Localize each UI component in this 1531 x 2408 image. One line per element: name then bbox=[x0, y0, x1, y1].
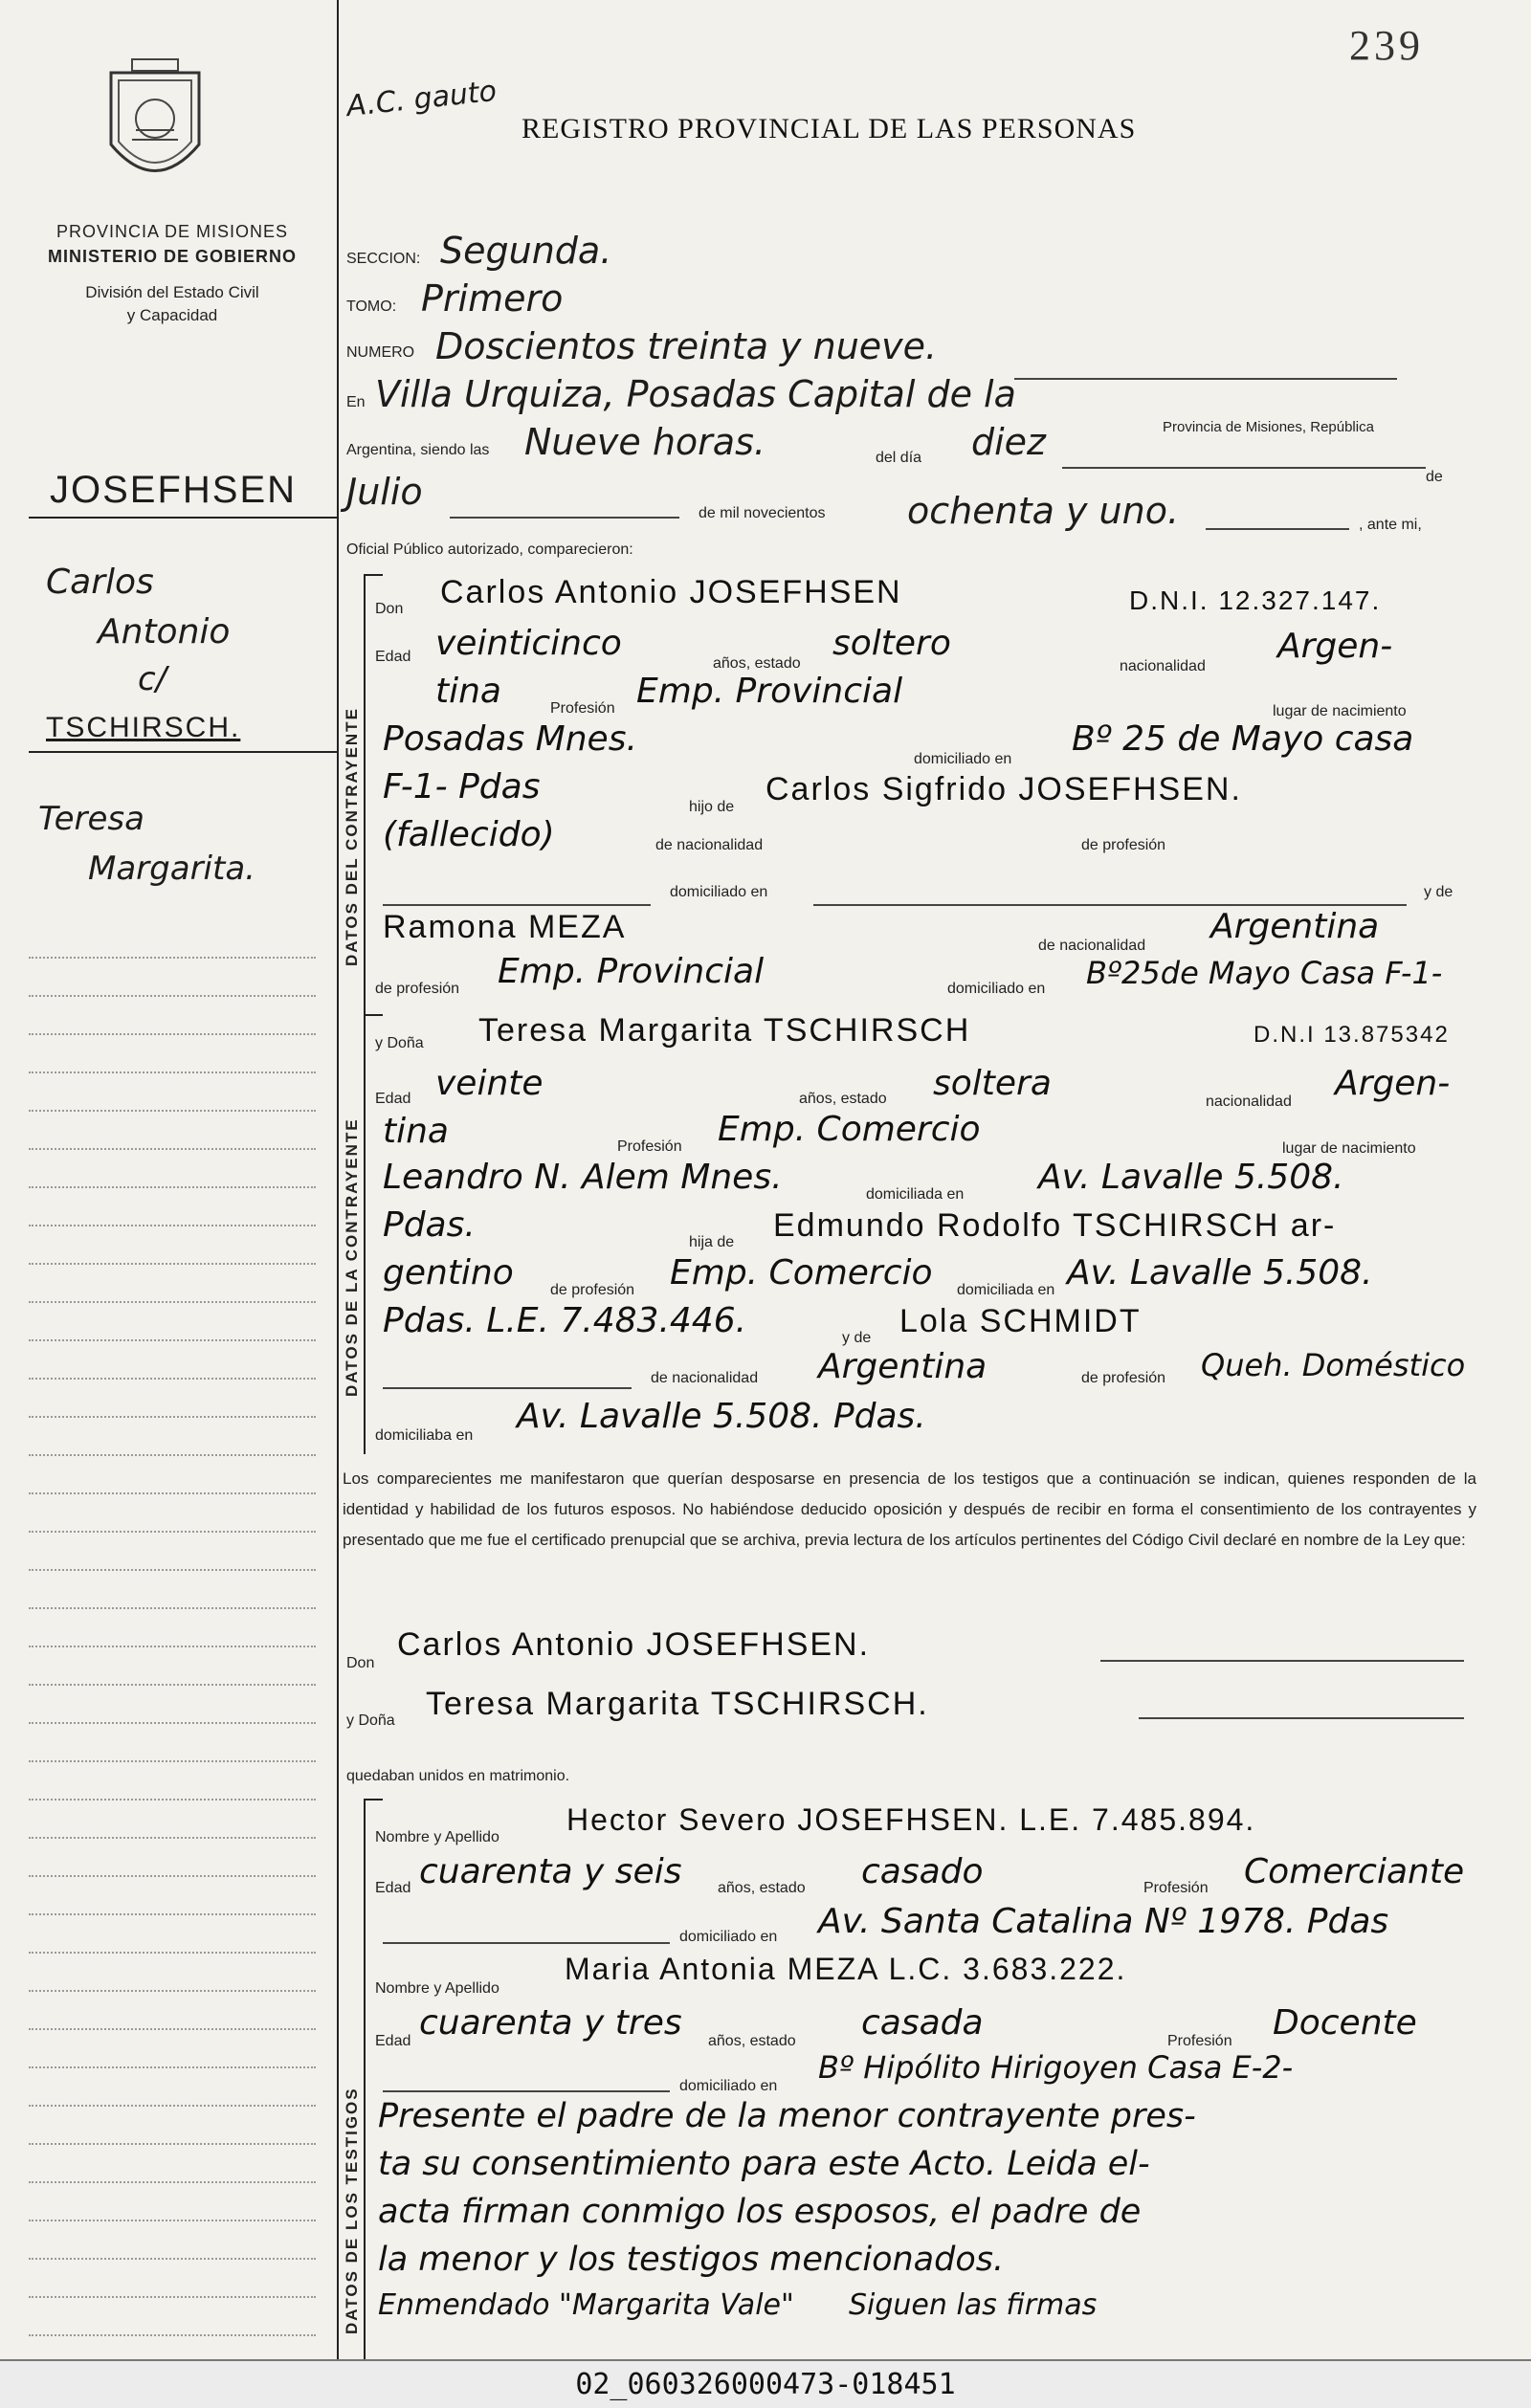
label-madre-prof: de profesión bbox=[375, 981, 460, 997]
label-oficial: Oficial Público autorizado, comparecieron: bbox=[346, 541, 633, 558]
ruled-line bbox=[29, 1837, 316, 1839]
label-nombre-w2: Nombre y Apellido bbox=[375, 1980, 499, 1997]
label-datos-testigos: DATOS DE LOS TESTIGOS bbox=[343, 2087, 361, 2334]
label-madre-prof-b: de profesión bbox=[1081, 1370, 1166, 1386]
margin-underline-2 bbox=[29, 751, 337, 753]
value-lugar: Villa Urquiza, Posadas Capital de la bbox=[375, 373, 1016, 415]
ruled-line bbox=[29, 1952, 316, 1954]
label-de-profesion: de profesión bbox=[1081, 837, 1166, 853]
ruled-line bbox=[29, 2220, 316, 2221]
label-lugar-nac-b: lugar de nacimiento bbox=[1282, 1140, 1416, 1157]
ruled-line bbox=[29, 2105, 316, 2107]
ruled-line bbox=[29, 1684, 316, 1686]
bride-edad: veinte bbox=[435, 1064, 544, 1103]
bride-madre-prof: Queh. Doméstico bbox=[1201, 1347, 1466, 1383]
ruled-line bbox=[29, 1875, 316, 1877]
groom-edad: veinticinco bbox=[435, 624, 622, 663]
label-lugar-nac: lugar de nacimiento bbox=[1273, 703, 1407, 719]
groom-nacionalidad-2: tina bbox=[435, 672, 501, 711]
label-profesion-w1: Profesión bbox=[1143, 1880, 1209, 1896]
org-division: División del Estado Civil bbox=[85, 283, 259, 301]
ruled-line bbox=[29, 1646, 316, 1647]
groom-profesion: Emp. Provincial bbox=[636, 672, 903, 711]
groom-nombre: Carlos Antonio JOSEFHSEN bbox=[440, 574, 902, 610]
fill-line bbox=[813, 904, 1407, 906]
closing-line-5: Enmendado "Margarita Vale" Siguen las firmas bbox=[378, 2288, 1098, 2322]
fill-line bbox=[383, 2090, 670, 2092]
bride-domicilio: Av. Lavalle 5.508. bbox=[1038, 1158, 1344, 1197]
fill-line bbox=[1062, 467, 1426, 469]
label-madre-dom: domiciliado en bbox=[947, 981, 1046, 997]
ruled-line bbox=[29, 1607, 316, 1609]
value-hora: Nueve horas. bbox=[524, 421, 766, 463]
section-bracket bbox=[364, 1014, 366, 1454]
label-seccion: SECCION: bbox=[346, 251, 421, 267]
label-datos-la-contrayente: DATOS DE LA CONTRAYENTE bbox=[343, 1117, 361, 1397]
column-divider bbox=[337, 0, 339, 2359]
header-annotation: A.C. gauto bbox=[344, 74, 499, 124]
groom-nacionalidad: Argen- bbox=[1277, 627, 1393, 666]
groom-madre-dom: Bº25de Mayo Casa F-1- bbox=[1086, 955, 1443, 991]
label-edad-b: Edad bbox=[375, 1091, 411, 1107]
label-quedaban: quedaban unidos en matrimonio. bbox=[346, 1768, 570, 1784]
fill-line bbox=[1206, 528, 1349, 530]
ruled-line bbox=[29, 1071, 316, 1073]
value-dia: diez bbox=[971, 421, 1047, 463]
label-y-de: y de bbox=[1424, 884, 1453, 900]
label-profesion: Profesión bbox=[550, 700, 615, 717]
witness1-edad: cuarenta y seis bbox=[419, 1852, 682, 1891]
ruled-line bbox=[29, 2296, 316, 2298]
fill-line bbox=[383, 904, 651, 906]
bride-nacionalidad: Argen- bbox=[1335, 1064, 1451, 1103]
margin-bride-surname: TSCHIRSCH. bbox=[46, 712, 241, 743]
org-division-2: y Capacidad bbox=[126, 306, 218, 324]
ruled-line bbox=[29, 2143, 316, 2145]
groom-madre-prof: Emp. Provincial bbox=[498, 952, 765, 991]
value-mes: Julio bbox=[346, 471, 423, 513]
label-hijo-de: hijo de bbox=[689, 799, 735, 815]
ruled-line bbox=[29, 1110, 316, 1112]
ruled-line bbox=[29, 1990, 316, 1992]
label-datos-contrayente: DATOS DEL CONTRAYENTE bbox=[343, 707, 361, 966]
ruled-line bbox=[29, 2181, 316, 2183]
ruled-line bbox=[29, 1033, 316, 1035]
fill-line bbox=[1014, 378, 1397, 380]
label-y-dona: y Doña bbox=[375, 1035, 424, 1051]
value-seccion: Segunda. bbox=[440, 230, 612, 272]
groom-domicilio: Bº 25 de Mayo casa bbox=[1072, 719, 1414, 759]
label-nacionalidad: nacionalidad bbox=[1120, 658, 1206, 674]
ruled-line bbox=[29, 2334, 316, 2336]
bride-madre-nac: Argentina bbox=[818, 1347, 987, 1386]
value-anio: ochenta y uno. bbox=[907, 490, 1180, 532]
org-province: PROVINCIA DE MISIONES bbox=[55, 222, 289, 241]
org-ministry: MINISTERIO DE GOBIERNO bbox=[47, 247, 298, 266]
label-anos-estado: años, estado bbox=[713, 655, 801, 672]
margin-surname: JOSEFHSEN bbox=[50, 469, 298, 511]
groom-dni: D.N.I. 12.327.147. bbox=[1129, 585, 1382, 615]
fill-line bbox=[1100, 1660, 1464, 1662]
groom-domicilio-2: F-1- Pdas bbox=[383, 767, 541, 806]
ruled-line bbox=[29, 1186, 316, 1188]
label-madre-nac: de nacionalidad bbox=[1038, 938, 1146, 954]
groom-padre: Carlos Sigfrido JOSEFHSEN. bbox=[766, 771, 1242, 807]
ruled-line bbox=[29, 1799, 316, 1800]
bride-padre-dom: Av. Lavalle 5.508. bbox=[1067, 1253, 1373, 1292]
label-edad-w1: Edad bbox=[375, 1880, 411, 1896]
groom-madre-nac: Argentina bbox=[1210, 907, 1380, 946]
label-anos-estado-b: años, estado bbox=[799, 1091, 887, 1107]
ruled-line bbox=[29, 1760, 316, 1762]
fill-line bbox=[383, 1942, 670, 1944]
bride-nombre: Teresa Margarita TSCHIRSCH bbox=[478, 1012, 971, 1049]
witness1-nombre: Hector Severo JOSEFHSEN. L.E. 7.485.894. bbox=[566, 1802, 1256, 1837]
ruled-line bbox=[29, 2066, 316, 2068]
label-de-nacionalidad: de nacionalidad bbox=[655, 837, 764, 853]
label-profesion-b: Profesión bbox=[617, 1138, 682, 1155]
margin-groom-first: Carlos bbox=[46, 563, 154, 602]
ruled-line bbox=[29, 1454, 316, 1456]
label-madre-nac-b: de nacionalidad bbox=[651, 1370, 759, 1386]
closing-line-2: ta su consentimiento para este Acto. Leida el- bbox=[378, 2145, 1150, 2183]
document-title: REGISTRO PROVINCIAL DE LAS PERSONAS bbox=[521, 113, 1137, 144]
label-en: En bbox=[346, 394, 366, 410]
margin-conj: c/ bbox=[138, 660, 167, 698]
label-padre-dom: domiciliada en bbox=[957, 1282, 1055, 1298]
ruled-line bbox=[29, 1416, 316, 1418]
label-don-married: Don bbox=[346, 1655, 375, 1671]
closing-line-3: acta firman conmigo los esposos, el padre de bbox=[378, 2193, 1142, 2231]
bride-dni: D.N.I 13.875342 bbox=[1254, 1022, 1450, 1048]
label-argentina-siendo: Argentina, siendo las bbox=[346, 442, 490, 458]
label-padre-prof: de profesión bbox=[550, 1282, 635, 1298]
provincial-seal-icon bbox=[103, 54, 207, 197]
witness2-nombre: Maria Antonia MEZA L.C. 3.683.222. bbox=[565, 1952, 1127, 1986]
label-nacionalidad-b: nacionalidad bbox=[1206, 1094, 1292, 1110]
footer-id: 02_060326000473-018451 bbox=[0, 2359, 1531, 2408]
value-tomo: Primero bbox=[421, 277, 564, 320]
left-margin-column bbox=[0, 0, 335, 2359]
label-provincia: Provincia de Misiones, República bbox=[1163, 419, 1374, 435]
bride-madre: Lola SCHMIDT bbox=[899, 1303, 1142, 1339]
body-paragraph: Los comparecientes me manifestaron que querían desposarse en presencia de los testigos que a continuación se indican, quienes responden de la identidad y habilidad de los futuros esposos. No habiéndose deducido oposición y después de recibir en forma el consentimiento de los contrayentes y presentado que me fue el certificado prenupcial que se archiva, previa lectura de los artículos pertinentes del Código Civil declaré en nombre de la Ley que: bbox=[343, 1469, 1476, 1549]
witness1-estado: casado bbox=[861, 1852, 984, 1891]
section-bracket-top bbox=[364, 574, 383, 576]
bride-estado: soltera bbox=[933, 1064, 1052, 1103]
married-dona: Teresa Margarita TSCHIRSCH. bbox=[426, 1686, 929, 1722]
fill-line bbox=[383, 1387, 632, 1389]
label-tomo: TOMO: bbox=[346, 298, 397, 315]
closing-line-1: Presente el padre de la menor contrayente pres- bbox=[378, 2097, 1196, 2135]
label-domiciliaba: domiciliaba en bbox=[375, 1427, 474, 1444]
label-edad-w2: Edad bbox=[375, 2033, 411, 2049]
bride-profesion: Emp. Comercio bbox=[718, 1110, 981, 1149]
witness2-estado: casada bbox=[861, 2003, 984, 2043]
groom-padre-estado: (fallecido) bbox=[383, 815, 555, 854]
section-bracket-top bbox=[364, 1799, 383, 1800]
ruled-line bbox=[29, 1492, 316, 1494]
fill-line bbox=[1139, 1717, 1464, 1719]
groom-lugar-nac: Posadas Mnes. bbox=[383, 719, 637, 759]
ruled-line bbox=[29, 1225, 316, 1226]
ruled-line bbox=[29, 1378, 316, 1380]
label-hija-de: hija de bbox=[689, 1234, 735, 1250]
label-anos-estado-w2: años, estado bbox=[708, 2033, 796, 2049]
bride-padre-prof: Emp. Comercio bbox=[670, 1253, 933, 1292]
ruled-line bbox=[29, 1148, 316, 1150]
witness1-domicilio: Av. Santa Catalina Nº 1978. Pdas bbox=[818, 1902, 1389, 1941]
witness2-profesion: Docente bbox=[1273, 2003, 1417, 2043]
label-de: de bbox=[1426, 469, 1443, 485]
label-domiciliado: domiciliado en bbox=[914, 751, 1012, 767]
label-dom-w1: domiciliado en bbox=[679, 1929, 778, 1945]
ruled-line bbox=[29, 2028, 316, 2030]
margin-bride-second: Margarita. bbox=[88, 850, 255, 888]
label-domiciliado-2: domiciliado en bbox=[670, 884, 768, 900]
ruled-line bbox=[29, 1913, 316, 1915]
witness2-domicilio: Bº Hipólito Hirigoyen Casa E-2- bbox=[818, 2049, 1294, 2086]
label-numero: NUMERO bbox=[346, 344, 415, 361]
groom-estado: soltero bbox=[832, 624, 951, 663]
label-ante-mi: , ante mi, bbox=[1359, 517, 1422, 533]
label-profesion-w2: Profesión bbox=[1167, 2033, 1232, 2049]
label-de-mil: de mil novecientos bbox=[699, 505, 826, 521]
page-number: 239 bbox=[1349, 22, 1424, 69]
bride-madre-dom: Av. Lavalle 5.508. Pdas. bbox=[517, 1397, 926, 1436]
margin-underline bbox=[29, 517, 337, 519]
margin-bride-first: Teresa bbox=[38, 800, 144, 838]
ruled-line bbox=[29, 1339, 316, 1341]
label-dom-w2: domiciliado en bbox=[679, 2078, 778, 2094]
ruled-line bbox=[29, 1301, 316, 1303]
ruled-line bbox=[29, 2258, 316, 2260]
bride-nacionalidad-2: tina bbox=[383, 1112, 449, 1151]
bride-padre: Edmundo Rodolfo TSCHIRSCH ar- bbox=[773, 1207, 1337, 1244]
label-y-dona-married: y Doña bbox=[346, 1712, 395, 1729]
section-bracket-top bbox=[364, 1014, 383, 1016]
ruled-line bbox=[29, 1263, 316, 1265]
ruled-line bbox=[29, 1569, 316, 1571]
label-nombre-w1: Nombre y Apellido bbox=[375, 1829, 499, 1845]
witness2-edad: cuarenta y tres bbox=[419, 2003, 682, 2043]
label-don: Don bbox=[375, 601, 404, 617]
ruled-line bbox=[29, 1531, 316, 1533]
witness1-profesion: Comerciante bbox=[1244, 1852, 1465, 1891]
bride-lugar-nac: Leandro N. Alem Mnes. bbox=[383, 1158, 783, 1197]
label-edad: Edad bbox=[375, 649, 411, 665]
bride-padre-nac: gentino bbox=[383, 1253, 514, 1292]
label-del-dia: del día bbox=[876, 450, 922, 466]
bride-padre-dom-2: Pdas. L.E. 7.483.446. bbox=[383, 1301, 747, 1340]
label-domiciliada: domiciliada en bbox=[866, 1186, 965, 1203]
ruled-line bbox=[29, 1722, 316, 1724]
closing-line-4: la menor y los testigos mencionados. bbox=[378, 2241, 1005, 2279]
bride-domicilio-2: Pdas. bbox=[383, 1205, 476, 1245]
label-anos-estado-w1: años, estado bbox=[718, 1880, 806, 1896]
ruled-line bbox=[29, 995, 316, 997]
label-y-de-b: y de bbox=[842, 1330, 872, 1346]
married-don: Carlos Antonio JOSEFHSEN. bbox=[397, 1626, 871, 1663]
section-bracket bbox=[364, 574, 366, 1014]
value-numero: Doscientos treinta y nueve. bbox=[435, 325, 938, 367]
groom-madre: Ramona MEZA bbox=[383, 909, 627, 945]
ruled-line bbox=[29, 957, 316, 959]
section-bracket bbox=[364, 1799, 366, 2359]
margin-groom-second: Antonio bbox=[98, 612, 231, 652]
fill-line bbox=[450, 517, 679, 519]
